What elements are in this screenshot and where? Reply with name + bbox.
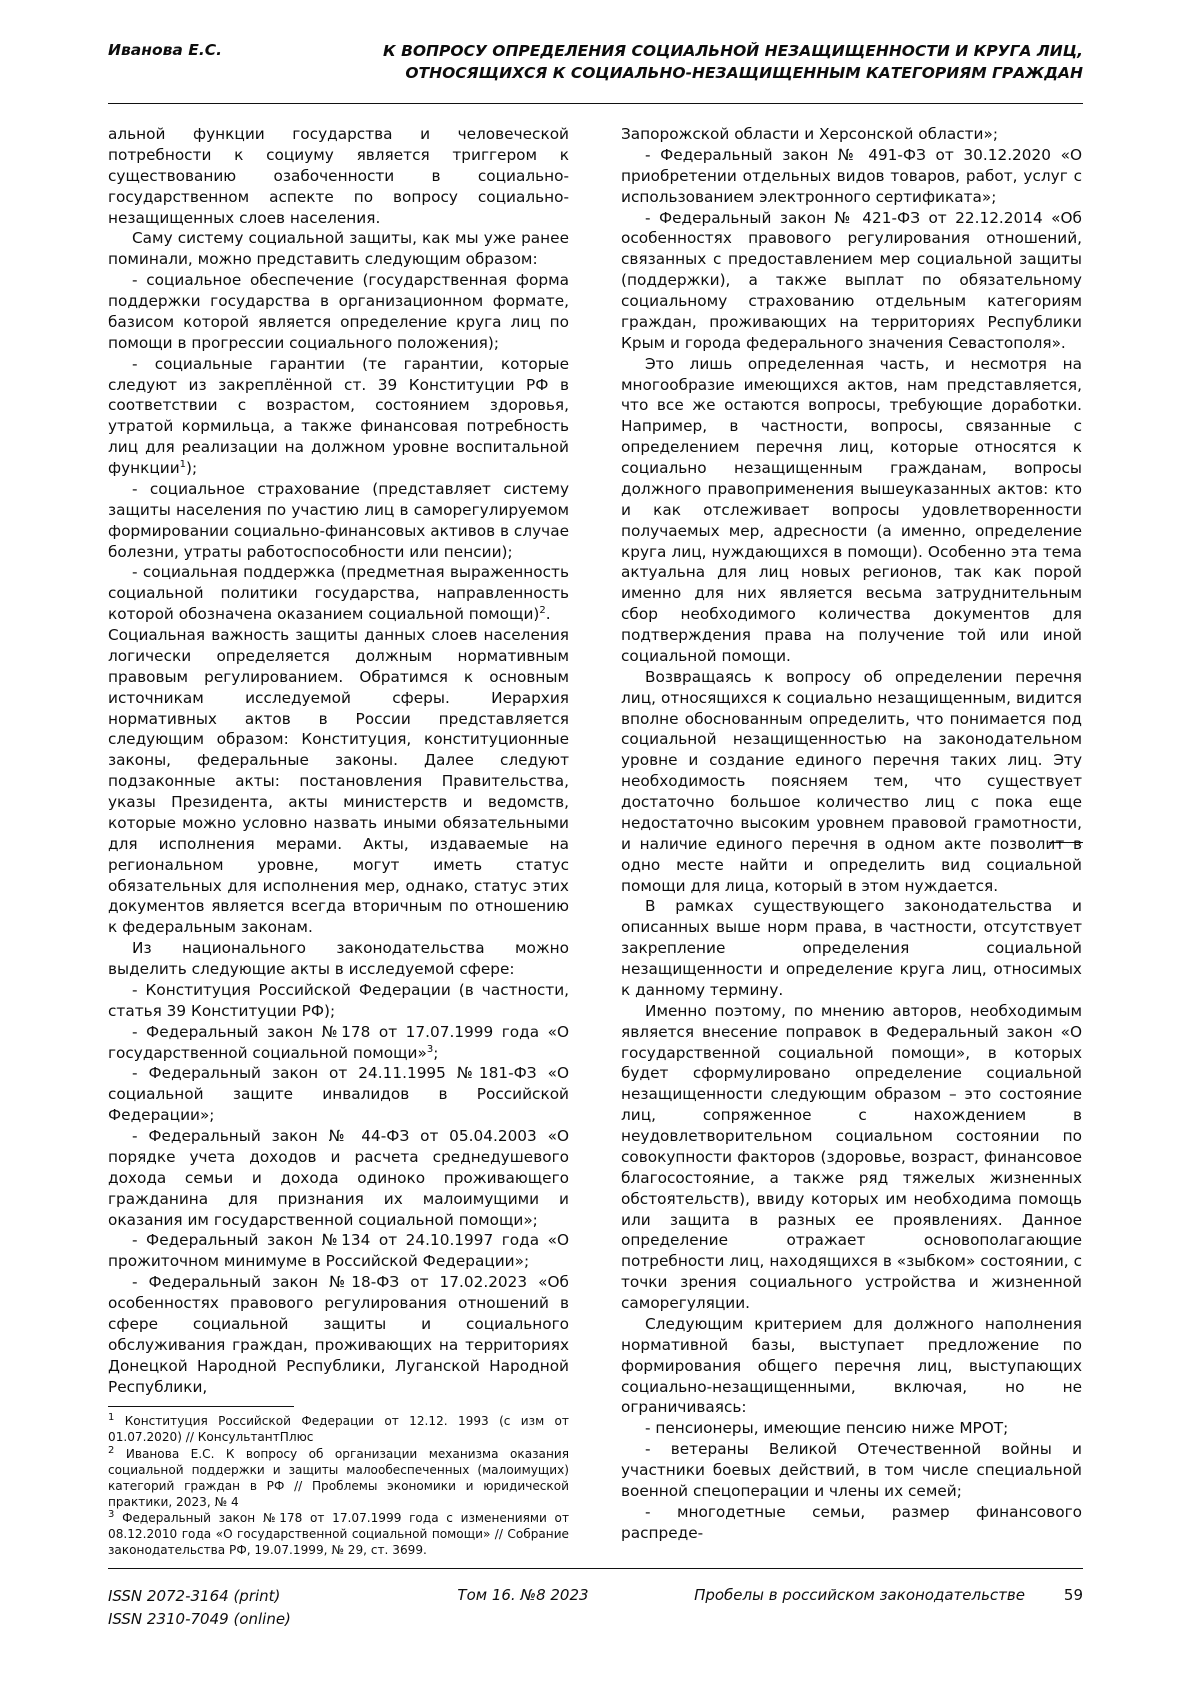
paragraph-with-footnote-1 — [108, 354, 569, 479]
footnote-item — [108, 1446, 569, 1510]
running-head-title — [383, 40, 1083, 85]
paragraph: Возвращаясь к вопросу об определении перечня лиц, относящихся к социально незащищенным, видится вполне обоснованным определить, что понимается под социальной незащищенностью на законодательном уровне и создание единого перечня таких лиц. Эту необходимость поясняем тем, что существует достаточно большое количество лиц с пока еще недостаточно высоким уровнем правовой грамотности, и наличие единого перечня в одном акте позволит в одно месте найти и определить вид социальной помощи для лица, который в этом нуждается. — [621, 667, 1082, 895]
page-footer — [108, 1585, 1083, 1630]
footnote-ref-1: 1 — [179, 458, 187, 470]
paragraph: - ветераны Великой Отечественной войны и участники боевых действий, в том числе специальной военной спецоперации и члены их семей; — [621, 1440, 1082, 1500]
left-column — [108, 124, 569, 1558]
issn-print: ISSN 2072-3164 (print) — [108, 1587, 281, 1605]
footnote-item — [108, 1413, 569, 1445]
paragraph-text: - Федеральный закон №178 от 17.07.1999 года «О государственной социальной помощи» — [108, 1022, 569, 1062]
issn-block — [108, 1585, 408, 1630]
paragraph-text: - социальные гарантии (те гарантии, которые следуют из закреплённой ст. 39 Конституции РФ в соответствии с возрастом, состоянием здоровья, утратой кормильца, а также финансовая потребность лиц для реализации на должном уровне воспитальной функции — [108, 354, 569, 477]
right-column — [621, 124, 1082, 1558]
paragraph: - Конституция Российской Федерации (в частности, статья 39 Конституции РФ); — [108, 980, 569, 1020]
paragraph-with-footnote-2 — [108, 562, 569, 625]
paragraph: - социальное обеспечение (государственная форма поддержки государства в организационном формате, базисом которой является определение круга лиц по помощи в прогрессии социального положения); — [108, 271, 569, 352]
paragraph: - Федеральный закон №134 от 24.10.1997 года «О прожиточном минимуме в Российской Федерации»; — [108, 1231, 569, 1271]
paragraph: - социальное страхование (представляет систему защиты населения по участию лиц в саморегулируемом формировании социально-финансовых активов в случае болезни, утраты работоспособности или пенсии); — [108, 479, 569, 561]
footnote-text: Иванова Е.С. К вопросу об организации механизма оказания социальной поддержки и защиты малообеспеченных (малоимущих) категорий граждан в РФ // Проблемы экономики и юридической практики, 2023, № 4 — [108, 1446, 569, 1509]
running-head-title-line2: ОТНОСЯЩИХСЯ К СОЦИАЛЬНО-НЕЗАЩИЩЕННЫМ КАТЕГОРИЯМ ГРАЖДАН — [405, 64, 1083, 83]
footnote-item — [108, 1510, 569, 1558]
margin-tick-top — [1049, 103, 1083, 104]
footnote-ref-3: 3 — [426, 1043, 434, 1055]
paragraph: В рамках существующего законодательства и описанных выше норм права, в частности, отсутствует закрепление определения социальной незащищенности и определение круга лиц, относимых к данному термину. — [621, 897, 1082, 999]
paragraph-tail: . — [545, 605, 551, 624]
footer-divider — [108, 1568, 1083, 1569]
footnote-text: Конституция Российской Федерации от 12.12. 1993 (с изм от 01.07.2020) // КонсультантПлюс — [108, 1414, 569, 1445]
running-head-author: Иванова Е.С. — [108, 41, 223, 59]
paragraph-text: - социальная поддержка (предметная выраженность социальной политики государства, направленность которой обозначена оказанием социальной помощи) — [108, 563, 569, 624]
paragraph: Запорожской области и Херсонской области»; — [621, 125, 998, 143]
body-columns — [108, 124, 1083, 1558]
running-head — [108, 40, 1083, 85]
paragraph: - многодетные семьи, размер финансового распреде- — [621, 1502, 1082, 1542]
footnote-text: Федеральный закон №178 от 17.07.1999 года с изменениями от 08.12.2010 года «О государственной социальной помощи» // Собрание законодательства РФ, 19.07.1999, № 29, ст. 3699. — [108, 1510, 569, 1557]
paragraph: Это лишь определенная часть, и несмотря на многообразие имеющихся актов, нам представляется, что все же остаются вопросы, требующие доработки. Например, в частности, вопросы, связанные с определением перечня лиц, которые относятся к социально незащищенным гражданам, вопросы должного правоприменения вышеуказанных актов: кто и как отслеживает вопросы удовлетворенности получаемых мер, адресности (а именно, определение круга лиц, нуждающихся в помощи). Особенно эта тема актуальна для лиц новых регионов, так как порой именно для них является весьма затруднительным сбор необходимого количества документов для подтверждения права на получение той или иной социальной помощи. — [621, 354, 1082, 665]
paragraph-with-footnote-3 — [108, 1022, 569, 1064]
paragraph: - пенсионеры, имеющие пенсию ниже МРОТ; — [645, 1419, 1009, 1438]
paragraph: Социальная важность защиты данных слоев населения логически определяется должным нормативным правовым регулированием. Обратимся к основным источникам исследуемой сферы. Иерархия нормативных актов в России представляется следующим образом: Конституция, конституционные законы, федеральные законы. Далее следуют подзаконные акты: постановления Правительства, указы Президента, акты министерств и ведомств, которые можно условно назвать иными обязательными для исполнения мерами. Акты, издаваемые на региональном уровне, могут иметь статус обязательных для исполнения мер, однако, статус этих документов является всегда вторичным по отношению к федеральным законам. — [108, 626, 569, 937]
footnote-number: 1 — [108, 1412, 115, 1424]
page-number: 59 — [1063, 1586, 1083, 1604]
footnote-divider — [108, 1406, 294, 1407]
paragraph-tail: ); — [186, 459, 198, 477]
paragraph: - Федеральный закон № 491-ФЗ от 30.12.2020 «О приобретении отдельных видов товаров, работ, услуг с использованием электронного сертификата»; — [621, 145, 1082, 206]
paragraph: Саму систему социальной защиты, как мы уже ранее поминали, можно представить следующим образом: — [108, 229, 569, 269]
paragraph: - Федеральный закон № 44-ФЗ от 05.04.2003 «О порядке учета доходов и расчета среднедушевого дохода семьи и дохода одиноко проживающего гражданина для признания их малоимущими и оказания им государственной социальной помощи»; — [108, 1127, 569, 1229]
paragraph: - Федеральный закон №18-ФЗ от 17.02.2023 «Об особенностях правового регулирования отношений в сфере социальной защиты и социального обслуживания граждан, проживающих на территориях Донецкой Народной Республики, Луганской Народной Республики, — [108, 1273, 569, 1396]
running-head-title-line1: К ВОПРОСУ ОПРЕДЕЛЕНИЯ СОЦИАЛЬНОЙ НЕЗАЩИЩЕННОСТИ И КРУГА ЛИЦ, — [383, 42, 1084, 60]
footnote-number: 3 — [108, 1508, 115, 1520]
paragraph: Именно поэтому, по мнению авторов, необходимым является внесение поправок в Федеральный закон «О государственной социальной помощи», в которых будет сформулировано определение социальной незащищенности следующим образом – это состояние лиц, сопряженное с нахождением в неудовлетворительном социальном состоянии по совокупности факторов (здоровье, возраст, финансовое благосостояние, а также ряд тяжелых жизненных обстоятельств), ввиду которых им необходима помощь или защита в разных ее проявлениях. Данное определение отражает основополагающие потребности лиц, находящихся в «зыбком» состоянии, с точки зрения социального устройства и жизненной саморегуляции. — [621, 1001, 1082, 1312]
paragraph: - Федеральный закон от 24.11.1995 №181-ФЗ «О социальной защите инвалидов в Российской Федерации»; — [108, 1064, 569, 1125]
header-divider — [108, 103, 1083, 104]
footnote-number: 2 — [108, 1444, 115, 1456]
issn-online: ISSN 2310-7049 (online) — [108, 1609, 291, 1628]
footnote-ref-2: 2 — [539, 605, 546, 617]
paragraph: альной функции государства и человеческой потребности к социуму является триггером к существованию озабоченности в социально-государственном аспекте по вопросу социально-незащищенных слоев населения. — [108, 125, 569, 227]
paragraph-tail: ; — [433, 1043, 439, 1062]
journal-name: Пробелы в российском законодательстве — [694, 1586, 1025, 1604]
volume-info: Том 16. №8 2023 — [457, 1586, 589, 1604]
paragraph: Из национального законодательства можно выделить следующие акты в исследуемой сфере: — [108, 939, 569, 978]
paragraph: - Федеральный закон № 421-ФЗ от 22.12.2014 «Об особенностях правового регулирования отношений, связанных с предоставлением мер социальной защиты (поддержки), а также выплат по обязательному социальному страхованию отдельным категориям граждан, проживающих на территориях Республики Крым и города федерального значения Севастополя». — [621, 208, 1082, 352]
paragraph: Следующим критерием для должного наполнения нормативной базы, выступает предложение по формирования общего перечня лиц, выступающих социально-незащищенными, включая, но не ограничиваясь: — [621, 1314, 1082, 1417]
